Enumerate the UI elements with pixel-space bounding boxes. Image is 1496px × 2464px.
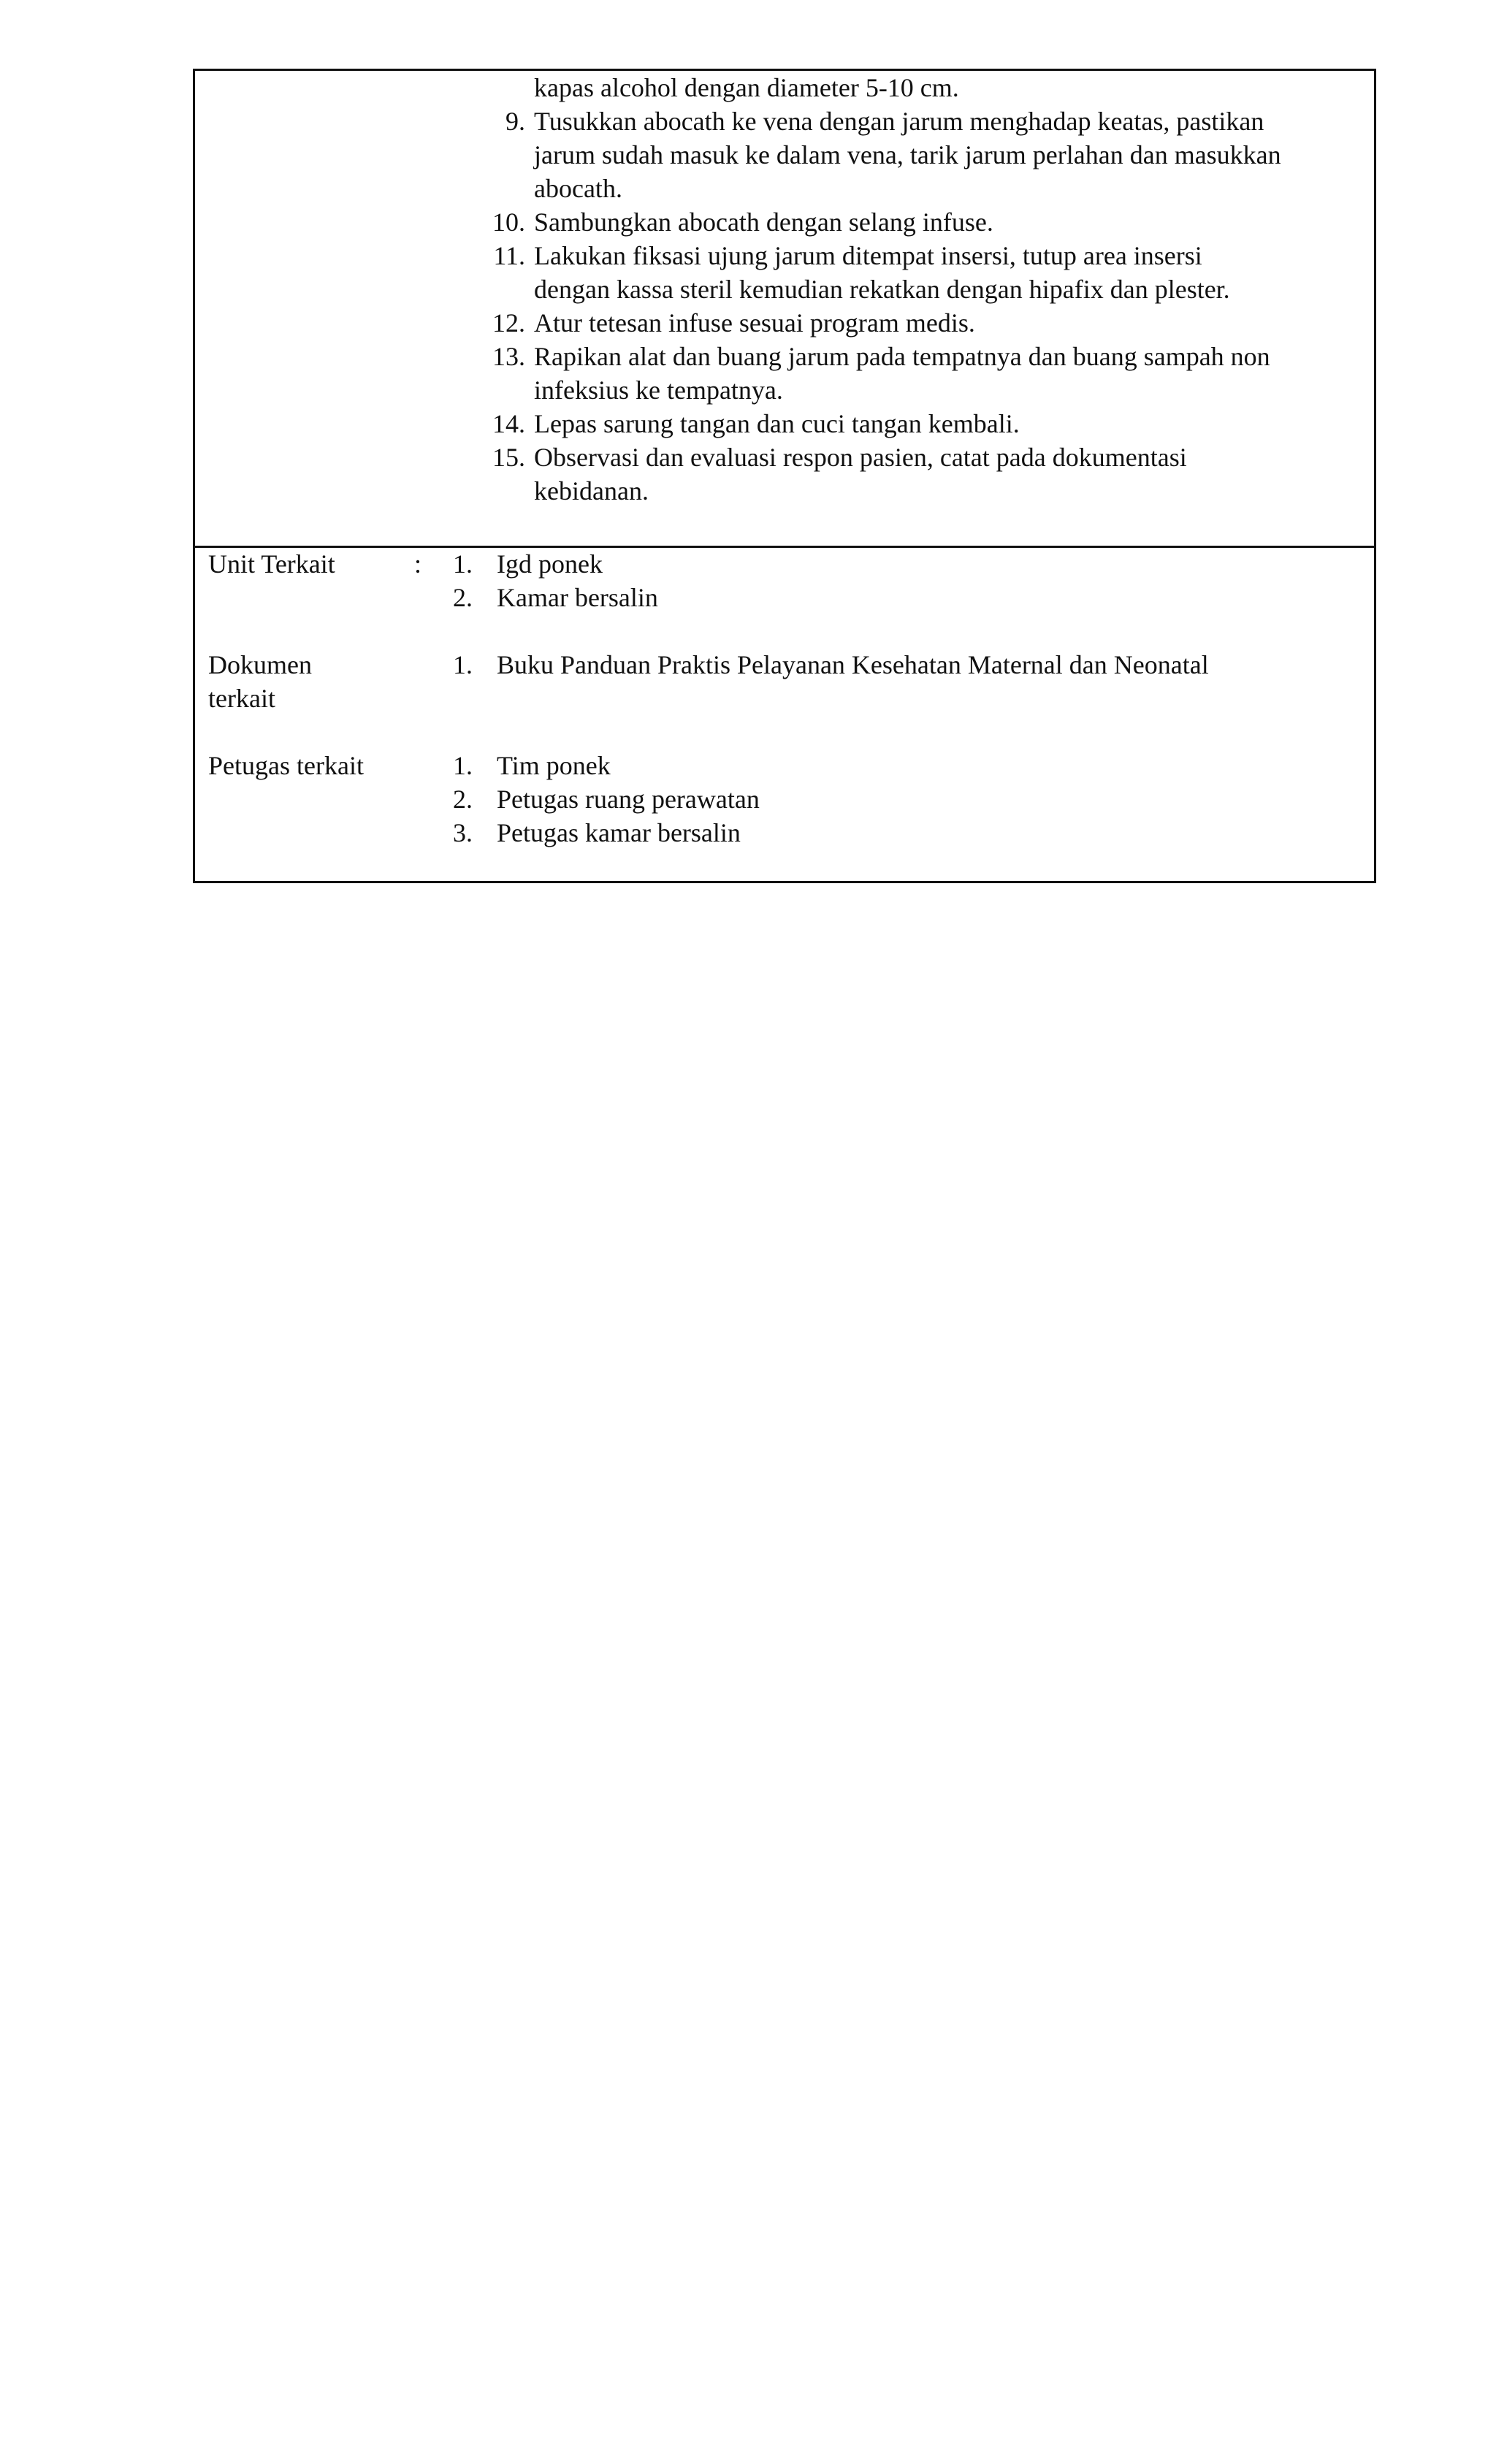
list-item-number: 2.	[453, 583, 473, 612]
step-text-line: abocath.	[534, 174, 622, 203]
list-item: Buku Panduan Praktis Pelayanan Kesehatan Maternal dan Neonatal	[497, 650, 1209, 679]
sop-table	[193, 69, 1376, 883]
step-number: 15.	[492, 443, 525, 472]
step-text-line: infeksius ke tempatnya.	[534, 375, 783, 405]
list-item: Petugas ruang perawatan	[497, 785, 760, 814]
step-number: 9.	[505, 107, 525, 136]
documents-related-label-line2: terkait	[208, 684, 275, 713]
unit-related-label: Unit Terkait	[208, 549, 335, 579]
step-text-line: Atur tetesan infuse sesuai program medis.	[534, 308, 975, 337]
step-text-line: Sambungkan abocath dengan selang infuse.	[534, 207, 993, 237]
officers-related-label: Petugas terkait	[208, 751, 364, 780]
step-text-line: kebidanan.	[534, 476, 649, 506]
step-number: 14.	[492, 409, 525, 438]
step-number: 12.	[492, 308, 525, 337]
step-text-line: jarum sudah masuk ke dalam vena, tarik jarum perlahan dan masukkan	[534, 140, 1281, 169]
list-item-number: 2.	[453, 785, 473, 814]
step-number: 11.	[493, 241, 525, 270]
step-text-line: dengan kassa steril kemudian rekatkan dengan hipafix dan plester.	[534, 275, 1230, 304]
procedure-continuation-line: kapas alcohol dengan diameter 5-10 cm.	[534, 73, 959, 102]
list-item: Petugas kamar bersalin	[497, 818, 741, 847]
list-item: Kamar bersalin	[497, 583, 658, 612]
step-text-line: Observasi dan evaluasi respon pasien, catat pada dokumentasi	[534, 443, 1187, 472]
documents-related-label: Dokumen	[208, 650, 312, 679]
step-number: 10.	[492, 207, 525, 237]
step-text-line: Lakukan fiksasi ujung jarum ditempat insersi, tutup area insersi	[534, 241, 1202, 270]
step-number: 13.	[492, 342, 525, 371]
row-divider	[195, 546, 1374, 548]
step-text-line: Lepas sarung tangan dan cuci tangan kembali.	[534, 409, 1020, 438]
list-item: Tim ponek	[497, 751, 611, 780]
list-item: Igd ponek	[497, 549, 603, 579]
list-item-number: 1.	[453, 650, 473, 679]
list-item-number: 3.	[453, 818, 473, 847]
list-item-number: 1.	[453, 751, 473, 780]
step-text-line: Tusukkan abocath ke vena dengan jarum menghadap keatas, pastikan	[534, 107, 1264, 136]
step-text-line: Rapikan alat dan buang jarum pada tempatnya dan buang sampah non	[534, 342, 1270, 371]
list-item-number: 1.	[453, 549, 473, 579]
unit-related-colon: :	[414, 549, 422, 579]
